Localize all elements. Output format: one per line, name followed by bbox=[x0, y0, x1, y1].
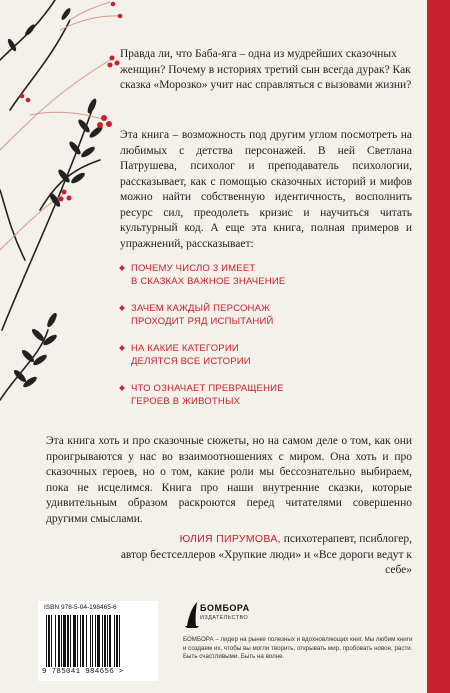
topic-item bbox=[120, 382, 412, 408]
isbn-label: ISBN 978-5-04-198465-6 bbox=[44, 604, 117, 611]
topic-line: ПОЧЕМУ ЧИСЛО 3 ИМЕЕТ bbox=[131, 263, 256, 274]
topic-line: ДЕЛЯТСЯ ВСЕ ИСТОРИИ bbox=[131, 356, 251, 367]
diamond-bullet-icon bbox=[119, 305, 125, 311]
barcode-digits: 9 785041 984656 > bbox=[42, 668, 124, 676]
topic-line: ЗАЧЕМ КАЖДЫЙ ПЕРСОНАЖ bbox=[131, 303, 271, 314]
reviewer-name: ЮЛИЯ ПИРУМОВА, bbox=[179, 533, 281, 545]
book-description: Эта книга – возможность под другим углом посмотреть на любимых с детства персонажей. В ней Светлана Патрушева, психолог и преподаватель психологии, рассказывает, как с помощью сказочных историй и мифов можно найти собственную идентичность, восполнить ресурс сил, преодолеть кризис и научиться читать культурный код. А еще эта книга, полная примеров и упражнений, рассказывает: bbox=[120, 129, 412, 250]
barcode-block bbox=[38, 601, 158, 681]
publisher-subtitle: ИЗДАТЕЛЬСТВО bbox=[200, 615, 249, 621]
topics-list bbox=[120, 262, 412, 422]
topic-line: НА КАКИЕ КАТЕГОРИИ bbox=[131, 343, 239, 354]
intro-questions: Правда ли, что Баба-яга – одна из мудрейших сказочных женщин? Почему в историях третий сын всегда дурак? Как сказка «Морозко» учит нас справляться с вызовами жизни? bbox=[120, 48, 412, 91]
topic-item bbox=[120, 262, 412, 288]
topic-item bbox=[120, 302, 412, 328]
topic-line: ГЕРОЕВ В ЖИВОТНЫХ bbox=[131, 396, 241, 407]
diamond-bullet-icon bbox=[119, 265, 125, 271]
topic-line: ЧТО ОЗНАЧАЕТ ПРЕВРАЩЕНИЕ bbox=[131, 383, 284, 394]
barcode-bars bbox=[46, 615, 150, 667]
reviewer-books: автор бестселлеров «Хрупкие люди» и «Все дороги ведут к себе» bbox=[120, 548, 412, 576]
topic-line: ПРОХОДИТ РЯД ИСПЫТАНИЙ bbox=[131, 316, 274, 327]
reviewer-title: психотерапевт, псиблогер, bbox=[280, 533, 412, 545]
red-spine-stripe bbox=[427, 0, 450, 693]
review-quote-attribution bbox=[92, 532, 412, 579]
topic-line: В СКАЗКАХ ВАЖНОЕ ЗНАЧЕНИЕ bbox=[131, 276, 286, 287]
publisher-name: БОМБОРА bbox=[200, 603, 250, 613]
diamond-bullet-icon bbox=[119, 385, 125, 391]
diamond-bullet-icon bbox=[119, 345, 125, 351]
closing-paragraph: Эта книга хоть и про сказочные сюжеты, но на самом деле о том, как они проигрываются у нас во взаимоотношениях с миром. Она хоть и про сказочных героев, но о том, какие роли мы бессознательно выбираем, пока не исцелимся. Книга про наши внутренние сказки, которые удивительным образом раскроются перед читателями совершенно другими смыслами. bbox=[46, 435, 412, 525]
topic-item bbox=[120, 342, 412, 368]
publisher-description: БОМБОРА – лидер на рынке полезных и вдохновляющих книг. Мы любим книги и создаем их, чтобы вы могли творить, открывать мир, пробовать новое, расти. Быть счастливыми. Быть на волне. bbox=[183, 636, 413, 661]
botanical-illustration bbox=[0, 0, 140, 420]
